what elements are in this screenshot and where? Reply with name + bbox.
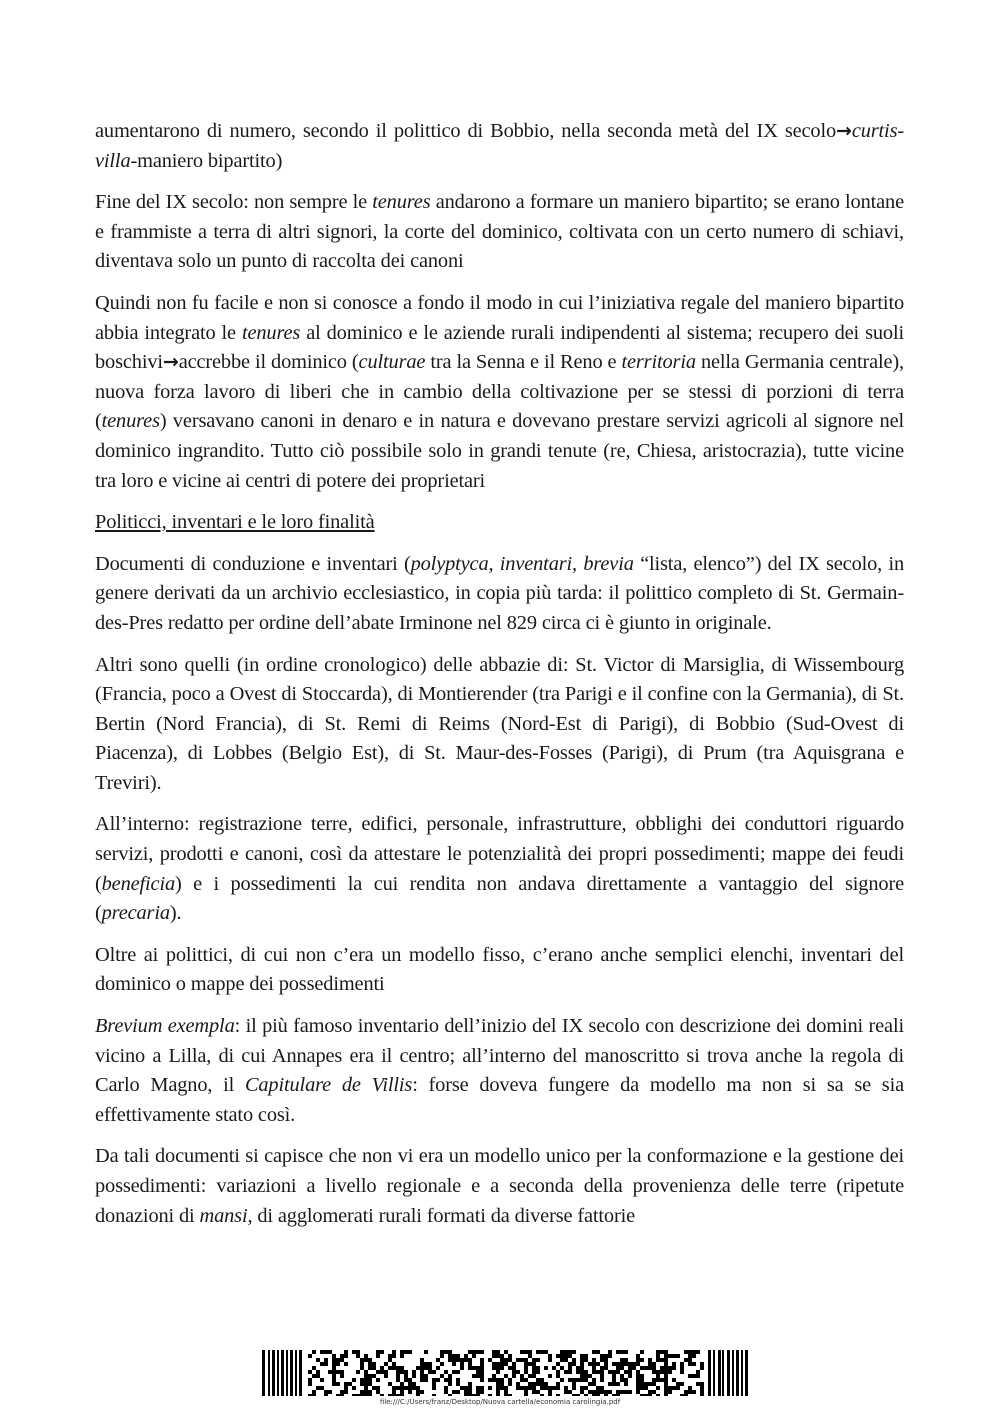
- italic-term: curtis-villa: [95, 120, 904, 172]
- paragraph: [95, 188, 904, 277]
- text-run: ) e i possedimenti la cui rendita non andava direttamente a vantaggio del signore (: [95, 872, 904, 925]
- italic-term: culturae: [358, 351, 426, 374]
- text-run: All’interno: registrazione terre, edifici, personale, infrastrutture, obblighi dei conduttori riguardo servizi, prodotti e canoni, così da attestare le potenzialità dei propri possedimenti; mappe dei feudi (: [95, 813, 904, 895]
- paragraph: [95, 289, 904, 496]
- text-run: aumentarono di numero, secondo il polittico di Bobbio, nella seconda metà del IX secolo: [95, 120, 837, 142]
- text-run: Altri sono quelli (in ordine cronologico) delle abbazie di: St. Victor di Marsiglia, di Wissembourg (Francia, poco a Ovest di Stoccarda), di Montierender (tra Parigi e il confine con la Germania), di St. Bertin (Nord Francia), di St. Remi di Reims (Nord-Est di Parigi), di Bobbio (Sud-Ovest di Piacenza), di Lobbes (Belgio Est), di St. Maur-des-Fosses (Parigi), di Prum (tra Aquisgrana e Treviri).: [95, 653, 904, 794]
- italic-term: Brevium exempla: [95, 1015, 235, 1038]
- barcode-icon: [262, 1350, 748, 1396]
- text-run: al dominico e le aziende rurali indipendenti al sistema; recupero dei suoli boschivi: [95, 321, 904, 374]
- section-heading: [95, 508, 904, 538]
- text-run: nella Germania centrale), nuova forza lavoro di liberi che in cambio della coltivazione per se stessi di porzioni di terra (: [95, 351, 904, 433]
- text-run: : forse doveva fungere da modello ma non si sa se sia effettivamente stato così.: [95, 1074, 905, 1126]
- arrow-right-icon: →: [836, 120, 852, 142]
- paragraph: [95, 941, 904, 1000]
- italic-term: beneficia: [101, 872, 176, 895]
- paragraph: [95, 550, 904, 639]
- text-run: Fine del IX secolo: non sempre le: [95, 191, 373, 214]
- italic-term: Capitulare de Villis: [244, 1074, 413, 1097]
- italic-term: tenures: [241, 321, 301, 344]
- italic-term: polyptyca, inventari, brevia: [410, 552, 634, 575]
- paragraph: [95, 810, 904, 928]
- footer-file-path: file:///C:/Users/franz/Desktop/Nuova cartella/economia carolingia.pdf: [379, 1398, 621, 1406]
- text-run: accrebbe il dominico (: [178, 351, 359, 374]
- italic-term: tenures: [101, 410, 160, 433]
- text-run: Politicci, inventari e le loro finalità: [95, 511, 375, 534]
- text-run: andarono a formare un maniero bipartito; se erano lontane e frammiste a terra di altri signori, la corte del dominico, coltivata con un certo numero di schiavi, diventava solo un punto di raccolta dei canoni: [95, 191, 905, 273]
- italic-term: precaria: [101, 902, 170, 925]
- italic-term: mansi: [199, 1204, 248, 1227]
- paragraph: [95, 1012, 904, 1130]
- paragraph: [95, 651, 904, 799]
- text-run: tra la Senna e il Reno e: [425, 351, 622, 374]
- text-run: ).: [169, 902, 182, 925]
- arrow-right-icon: →: [162, 351, 179, 374]
- text-run: , di agglomerati rurali formati da diverse fattorie: [247, 1204, 636, 1227]
- paragraph: [95, 1142, 904, 1231]
- text-run: Da tali documenti si capisce che non vi era un modello unico per la conformazione e la gestione dei possedimenti: variazioni a livello regionale e a seconda della provenienza delle terre (ripetute donazioni di: [95, 1145, 904, 1227]
- italic-term: tenures: [372, 191, 431, 214]
- text-run: “lista, elenco”) del IX secolo, in genere derivati da un archivio ecclesiastico, in copia più tarda: il polittico completo di St. Germain-des-Pres redatto per ordine dell’abate Irminone nel 829 circa ci è giunto in originale.: [95, 552, 905, 634]
- paragraph: [95, 117, 904, 176]
- document-body: [95, 117, 904, 1243]
- text-run: ) versavano canoni in denaro e in natura e dovevano prestare servizi agricoli al signore nel dominico ingrandito. Tutto ciò possibile solo in grandi tenute (re, Chiesa, aristocrazia), tutte vicine tra loro e vicine ai centri di potere dei proprietari: [95, 410, 904, 492]
- text-run: Quindi non fu facile e non si conosce a fondo il modo in cui l’iniziativa regale del maniero bipartito abbia integrato le: [95, 291, 904, 344]
- text-run: : il più famoso inventario dell’inizio del IX secolo con descrizione dei domini reali vicino a Lilla, di cui Annapes era il centro; all’interno del manoscritto si trova anche la regola di Carlo Magno, il: [95, 1015, 904, 1097]
- text-run: Documenti di conduzione e inventari (: [95, 552, 411, 575]
- italic-term: territoria: [621, 351, 696, 374]
- text-run: -maniero bipartito): [130, 149, 283, 172]
- text-run: Oltre ai polittici, di cui non c’era un modello fisso, c’erano anche semplici elenchi, inventari del dominico o mappe dei possedimenti: [95, 943, 904, 996]
